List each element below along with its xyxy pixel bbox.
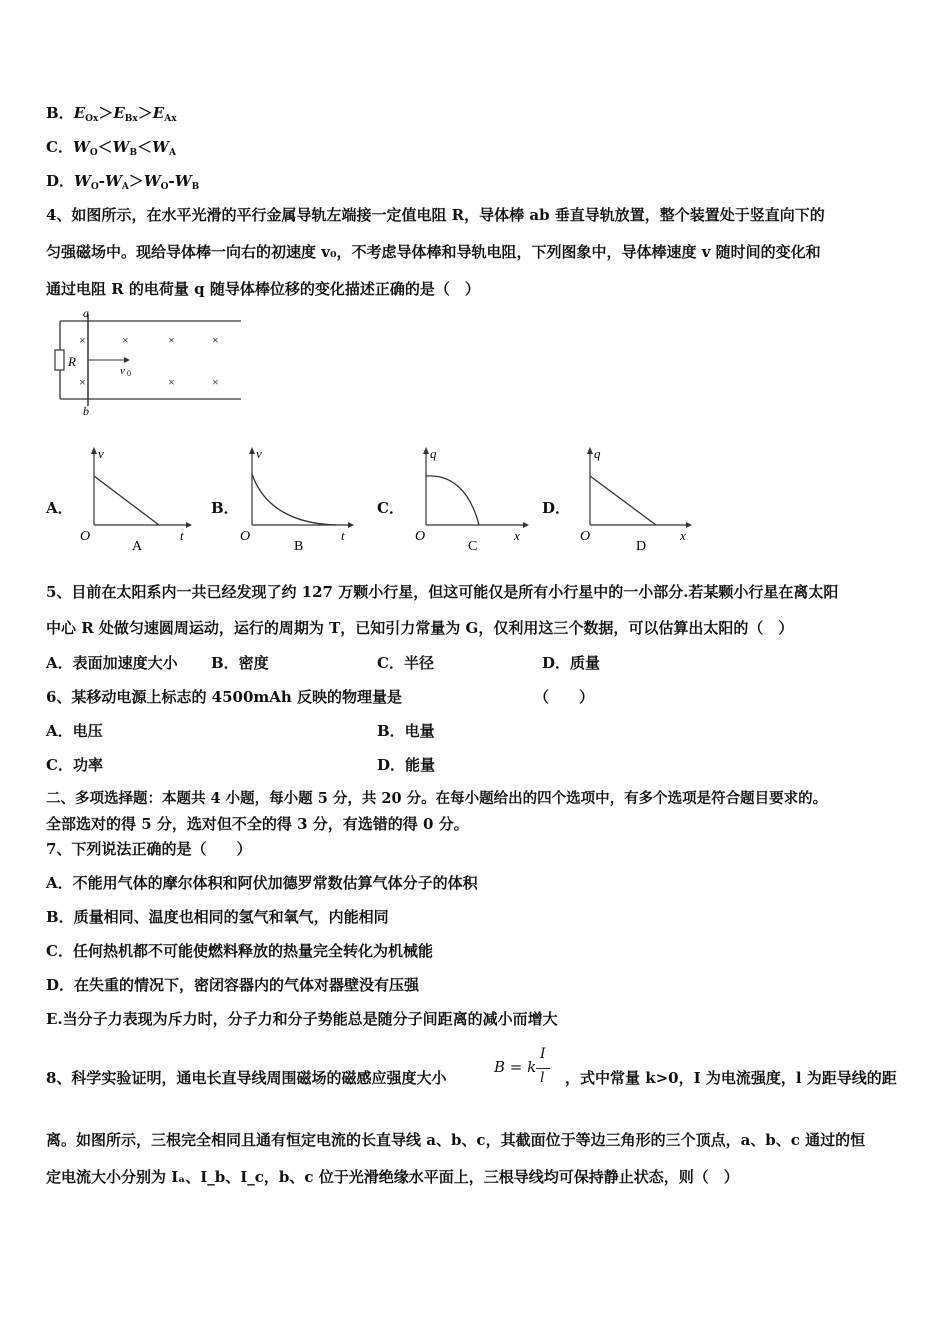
q4-line2: 匀强磁场中。现给导体棒一向右的初速度 v₀，不考虑导体棒和导轨电阻，下列图象中，导体棒速度 v 随时间的变化和 [46, 243, 821, 261]
q6-answer-paren: （ ） [534, 688, 595, 706]
graph-a-curve [94, 476, 159, 525]
graph-a-option-label: A． [46, 499, 73, 517]
q4-circuit-diagram [46, 308, 246, 418]
option-d-prev: D．$W_O-W_A>W_O-W_B$ [46, 172, 200, 192]
q6-option-a: A．电压 [46, 722, 103, 740]
q6-option-b: B．电量 [377, 722, 435, 740]
graph-d-curve [590, 476, 656, 525]
q7-stem: 7、下列说法正确的是（ ） [46, 840, 252, 858]
graph-b-y-label: v [256, 446, 262, 461]
formula-lhs: B = k [494, 1058, 537, 1076]
q7-option-a: A．不能用气体的摩尔体积和阿伏加德罗常数估算气体分子的体积 [46, 874, 478, 892]
formula-numerator: I [540, 1046, 546, 1062]
graph-a [76, 444, 196, 556]
graph-d-origin: O [580, 529, 591, 544]
q5-option-a: A．表面加速度大小 [46, 654, 178, 672]
b-field-cross: × [168, 375, 175, 389]
b-field-cross: × [122, 333, 129, 347]
graph-d-y-label: q [594, 446, 601, 461]
q8-line3: 定电流大小分别为 Iₐ、I_b、I_c，b、c 位于光滑绝缘水平面上，三根导线均可保持静止状态，则（ ） [46, 1168, 739, 1186]
graph-b [234, 444, 359, 556]
section2-scoring: 全部选对的得 5 分，选对但不全的得 3 分，有选错的得 0 分。 [46, 815, 469, 833]
q4-line1: 4、如图所示，在水平光滑的平行金属导轨左端接一定值电阻 R，导体棒 ab 垂直导轨放置，整个装置处于竖直向下的 [46, 206, 825, 224]
velocity-label: v [120, 365, 125, 377]
q7-option-e: E.当分子力表现为斥力时，分子力和分子势能总是随分子间距离的减小而增大 [46, 1010, 558, 1028]
graph-d [574, 444, 699, 556]
q6-stem: 6、某移动电源上标志的 4500mAh 反映的物理量是 [46, 688, 403, 706]
section2-heading: 二、多项选择题：本题共 4 小题，每小题 5 分，共 20 分。在每小题给出的四个选项中，有多个选项是符合题目要求的。 [46, 790, 828, 807]
q8-line2: 离。如图所示，三根完全相同且通有恒定电流的长直导线 a、b、c，其截面位于等边三角形的三个顶点，a、b、c 通过的恒 [46, 1131, 866, 1149]
q8-line1-pre: 8、科学实验证明，通电长直导线周围磁场的磁感应强度大小 [46, 1069, 447, 1087]
q5-option-d: D．质量 [542, 654, 601, 672]
b-field-cross: × [212, 375, 219, 389]
rod-end-a: a [83, 308, 89, 320]
graph-a-origin: O [80, 529, 91, 544]
q7-option-b: B．质量相同、温度也相同的氢气和氧气，内能相同 [46, 908, 389, 926]
graph-a-y-label: v [98, 446, 104, 461]
resistor [55, 350, 64, 370]
graph-c-y-label: q [430, 446, 437, 461]
q5-option-c: C．半径 [377, 654, 434, 672]
graph-b-caption: B [294, 539, 304, 554]
q5-option-b: B．密度 [211, 654, 269, 672]
graph-c [409, 444, 534, 556]
graph-d-option-label: D． [542, 499, 571, 517]
q7-option-c: C．任何热机都不可能使燃料释放的热量完全转化为机械能 [46, 942, 433, 960]
q8-line1-post: ，式中常量 k>0，I 为电流强度，l 为距导线的距 [565, 1069, 897, 1087]
q7-option-d: D．在失重的情况下，密闭容器内的气体对器壁没有压强 [46, 976, 420, 994]
graph-b-origin: O [240, 529, 251, 544]
velocity-sub: 0 [127, 369, 131, 378]
rod-end-b: b [83, 404, 89, 418]
q5-line1: 5、目前在太阳系内一共已经发现了约 127 万颗小行星，但这可能仅是所有小行星中的一小部分.若某颗小行星在离太阳 [46, 583, 839, 601]
graph-b-x-label: t [341, 528, 345, 543]
formula-denominator: l [540, 1070, 545, 1086]
graph-b-curve [252, 474, 336, 525]
graph-c-option-label: C． [377, 499, 404, 517]
graph-a-x-label: t [180, 528, 184, 543]
b-field-cross: × [168, 333, 175, 347]
option-b-prev: B．$E_{Ox}>E_{Bx}>E_{Ax}$ [46, 104, 177, 124]
option-c-prev: C．$W_O<W_B<W_A$ [46, 138, 176, 158]
graph-d-x-label: x [680, 528, 686, 543]
graph-c-origin: O [415, 529, 426, 544]
q6-option-c: C．功率 [46, 756, 103, 774]
q8-formula [494, 1046, 566, 1092]
b-field-cross: × [79, 375, 86, 389]
b-field-cross: × [212, 333, 219, 347]
q5-line2: 中心 R 处做匀速圆周运动，运行的周期为 T，已知引力常量为 G，仅利用这三个数据，可以估算出太阳的（ ） [46, 619, 794, 637]
q4-line3: 通过电阻 R 的电荷量 q 随导体棒位移的变化描述正确的是（ ） [46, 280, 480, 298]
graph-a-caption: A [132, 539, 143, 554]
graph-c-curve [426, 476, 479, 525]
q6-option-d: D．能量 [377, 756, 436, 774]
graph-c-x-label: x [514, 528, 520, 543]
graph-c-caption: C [468, 539, 478, 554]
graph-b-option-label: B． [211, 499, 239, 517]
resistor-label: R [68, 354, 76, 369]
b-field-cross: × [79, 333, 86, 347]
graph-d-caption: D [636, 539, 647, 554]
